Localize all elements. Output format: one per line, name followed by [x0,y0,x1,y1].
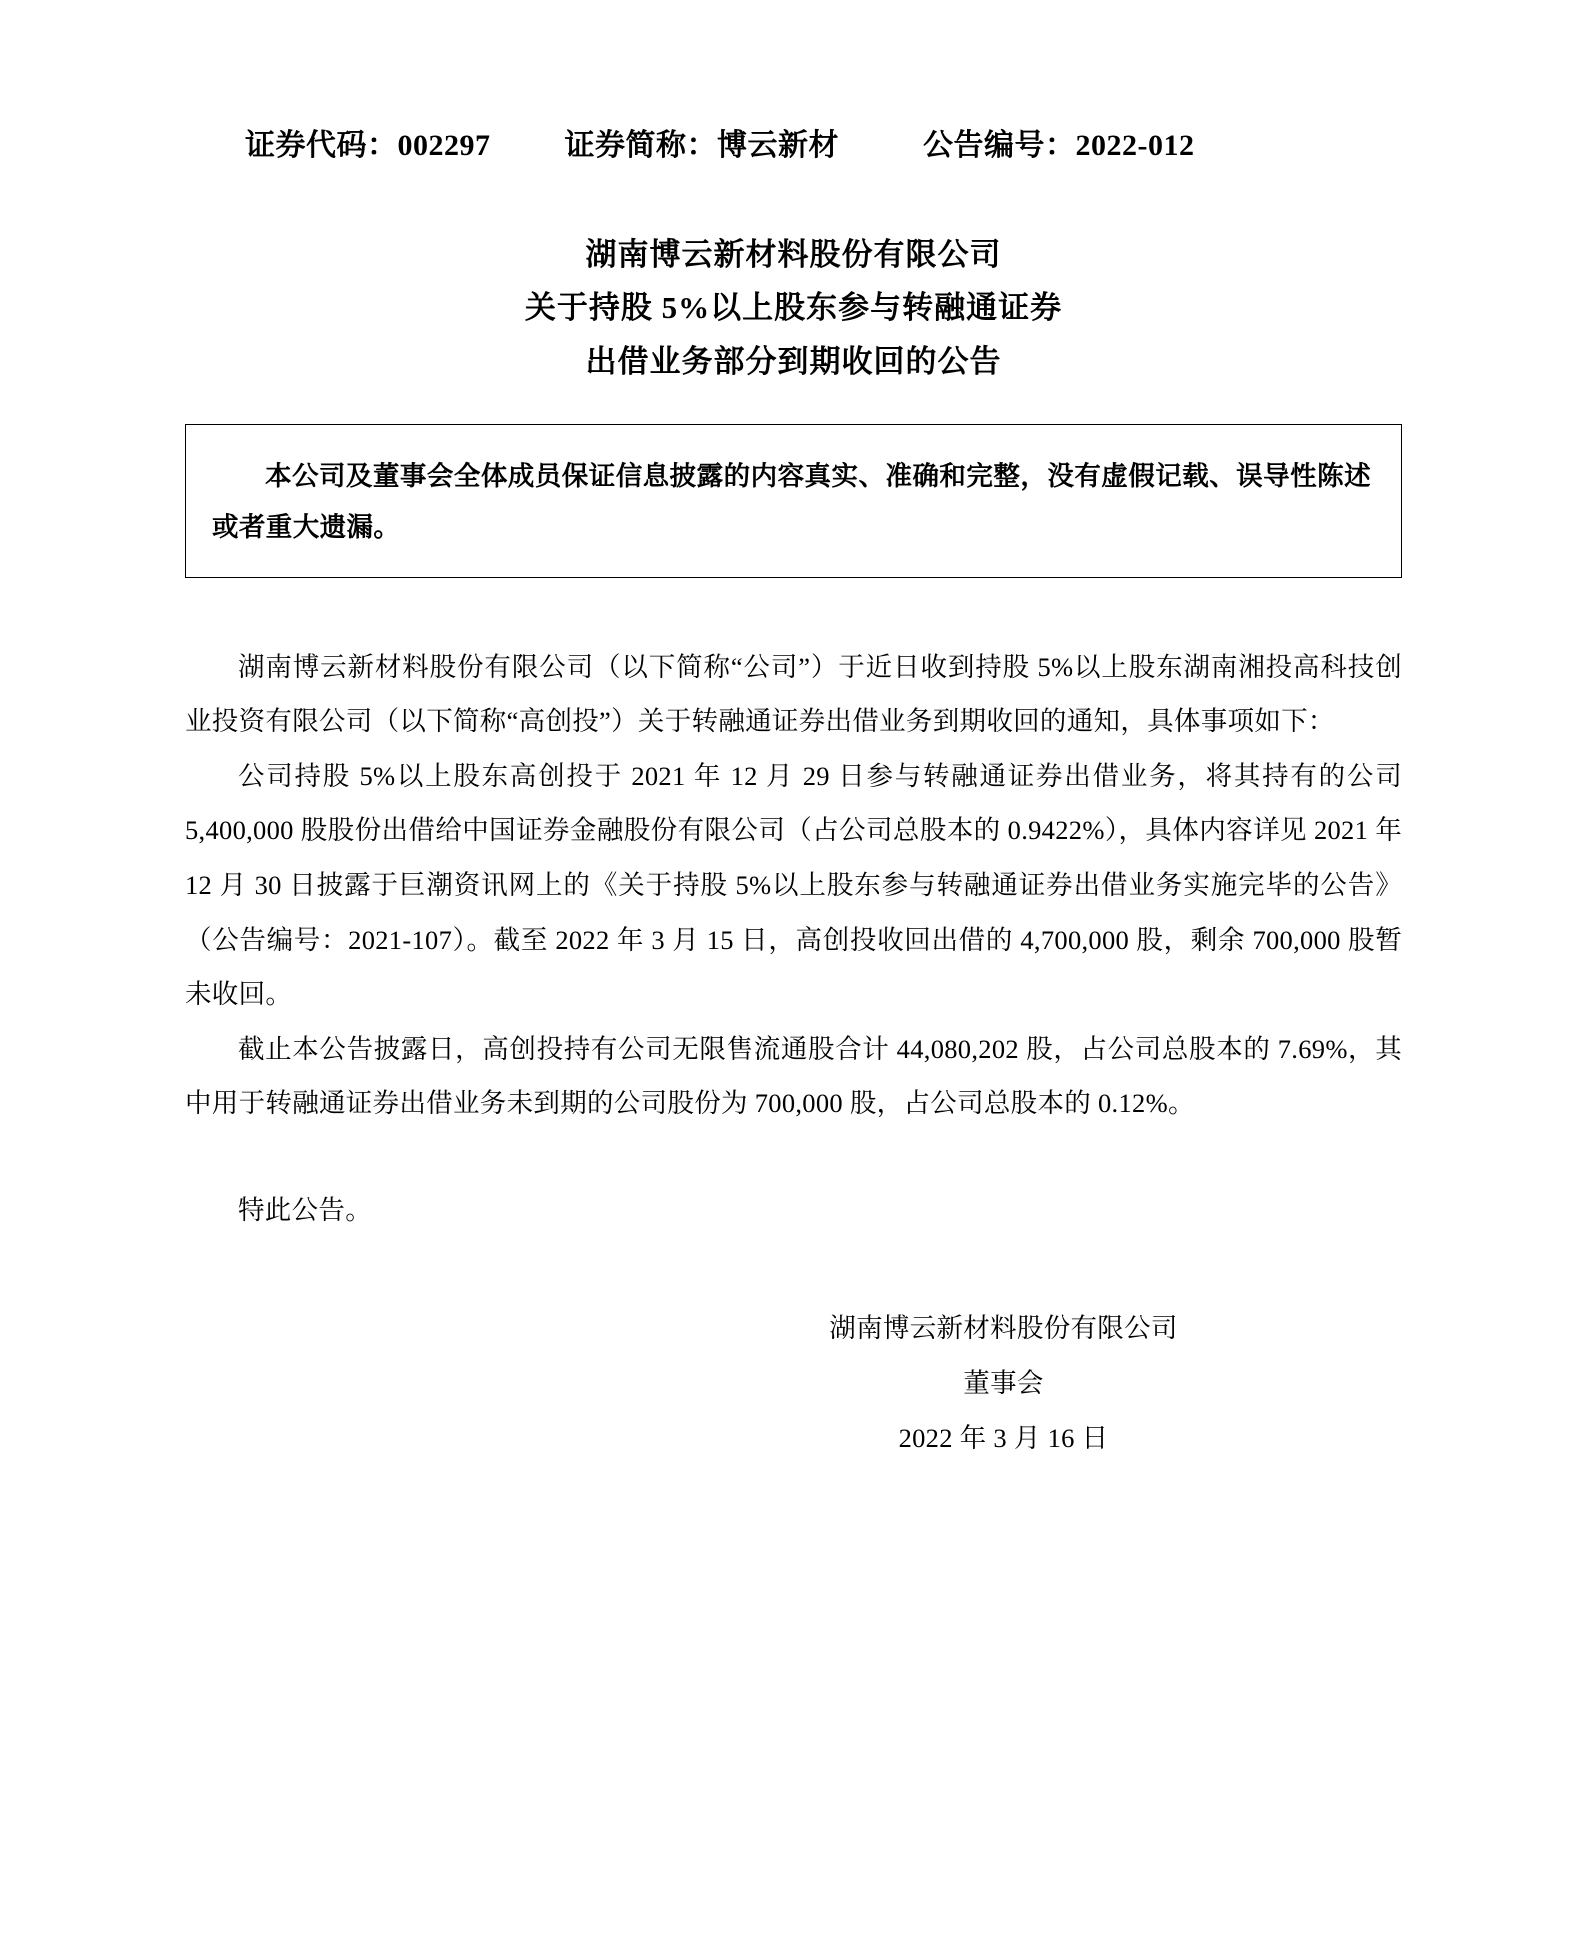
title-line-1: 湖南博云新材料股份有限公司 [585,237,1002,272]
page-title [185,228,1402,388]
disclosure-statement-box [185,424,1402,578]
document-header [245,120,1402,164]
title-line-3: 出借业务部分到期收回的公告 [585,343,1002,379]
signature-company: 湖南博云新材料股份有限公司 [829,1313,1178,1344]
document-body [185,640,1402,1238]
security-short-name: 证券简称：博云新材 [564,129,839,162]
signature-block [185,1301,1402,1465]
security-code: 证券代码：002297 [245,129,491,162]
body-paragraph-4: 特此公告。 [238,1194,372,1225]
title-line-2: 关于持股 5%以上股东参与转融通证券 [524,290,1063,326]
signature-board: 董事会 [963,1368,1044,1399]
signature-date: 2022 年 3 月 16 日 [898,1422,1109,1453]
announcement-number: 公告编号：2022-012 [923,129,1195,162]
body-paragraph-1: 湖南博云新材料股份有限公司（以下简称“公司”）于近日收到持股 5%以上股东湖南湘投高科技创业投资有限公司（以下简称“高创投”）关于转融通证券出借业务到期收回的通知，具体事项如下： [185,651,1402,737]
body-paragraph-2: 公司持股 5%以上股东高创投于 2021 年 12 月 29 日参与转融通证券出借业务，将其持有的公司 5,400,000 股股份出借给中国证券金融股份有限公司（占公司总股本的 0.9422%），具体内容详见 2021 年 12 月 30 日披露于巨潮资讯网上的《关于持股 5%以上股东参与转融通证券出借业务实施完毕的公告》（公告编号：2021-107）。截至 2022 年 3 月 15 日，高创投收回出借的 4,700,000 股，剩余 700,000 股暂未收回。 [185,760,1402,1010]
disclosure-statement-text: 本公司及董事会全体成员保证信息披露的内容真实、准确和完整，没有虚假记载、误导性陈述或者重大遗漏。 [212,460,1371,542]
body-paragraph-3: 截止本公告披露日，高创投持有公司无限售流通股合计 44,080,202 股，占公司总股本的 7.69%，其中用于转融通证券出借业务未到期的公司股份为 700,000 股，占公司总股本的 0.12%。 [185,1033,1402,1119]
body-spacer [185,1131,1402,1183]
